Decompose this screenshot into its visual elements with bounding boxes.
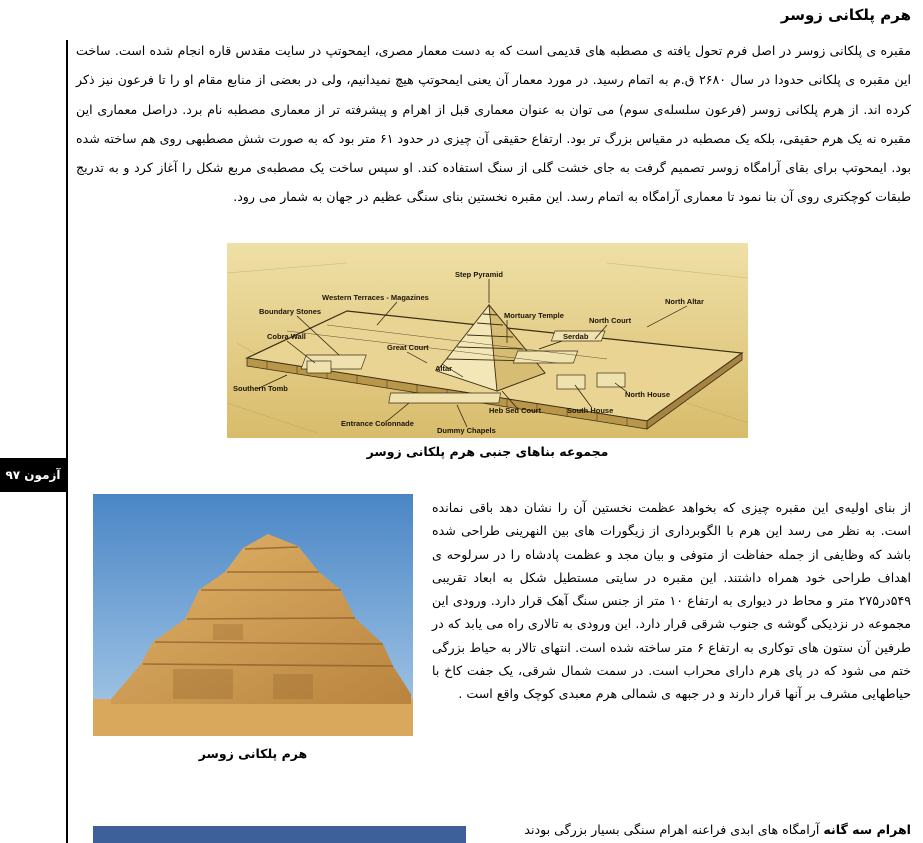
label-north-altar: North Altar: [665, 297, 704, 306]
step-pyramid-photo-drawing: [93, 494, 413, 736]
label-serdab: Serdab: [563, 332, 589, 341]
label-altar: Altar: [435, 364, 453, 373]
third-paragraph-heading: اهرام سه گانه: [823, 822, 911, 837]
step-pyramid-complex-drawing: [227, 243, 748, 438]
label-heb-sed-court: Heb Sed Court: [489, 406, 542, 415]
label-dummy-chapels: Dummy Chapels: [437, 426, 496, 435]
complex-illustration: [227, 243, 748, 438]
label-step-pyramid: Step Pyramid: [455, 270, 503, 279]
section-title: هرم پلکانی زوسر: [780, 6, 911, 24]
exam-tab: آزمون ۹۷: [0, 458, 66, 492]
figure1-caption: مجموعه بناهای جنبی هرم پلکانی زوسر: [366, 444, 609, 459]
next-image-top: [93, 826, 466, 843]
label-entrance-colonnade: Entrance Colonnade: [341, 419, 414, 428]
third-paragraph: [470, 822, 911, 837]
step-pyramid-photo: [93, 494, 413, 736]
label-south-house: South House: [567, 406, 614, 415]
label-southern-tomb: Southern Tomb: [233, 384, 288, 393]
label-great-court: Great Court: [387, 343, 429, 352]
intro-paragraph: مقبره ی پلکانی زوسر در اصل فرم تحول یافته ی مصطبه های قدیمی است که به دست معمار مصری، ایمحوتپ در سایت مقدس قاره انجام شده است. ساخت این مقبره ی پلکانی حدودا در سال ۲۶۸۰ ق.م به اتمام رسید. در مورد معمار آن یعنی ایمحوتپ هیچ نمیدانیم، ولی در بعضی از منابع مقام او را تا فرعون نیز ذکر کرده اند. از هرم پلکانی زوسر (فرعون سلسله‌ی سوم) می توان به عنوان معماری قبل از اهرام و پیشرفته تر از معماری مصطبه نام برد. دراصل معماری این مقبره نه یک هرم حقیقی، بلکه یک مصطبه در مقیاس بزرگ تر بود. ارتفاع حقیقی آن چیزی در حدود ۶۱ متر بود که به صورت شش مصطبهی روی هم ساخته شده بود. ایمحوتپ برای بقای آرامگاه زوسر تصمیم گرفت به جای خشت گلی از سنگ استفاده کند. او سپس ساخت یک مصطبه‌ی مربع شکل را آغاز کرد و به تدریج طبقات کوچکتری روی آن بنا نمود تا معماری آرامگاه به اتمام رسد. این مقبره نخستین بنای سنگی عظیم در جهان به شمار می رود.: [76, 43, 911, 205]
second-paragraph: از بنای اولیه‌ی این مقبره چیزی که بخواهد عظمت نخستین آن را نشان دهد باقی نمانده است. به نظر می رسد این هرم با الگوبرداری از زیگورات های بین النهرینی طراحی شده باشد که وظایفی از جمله حفاظت از متوفی و بیان مجد و عظمت پادشاه را در سرلوحه ی اهداف طراحی خود همراه داشتند. این مقبره در سایتی مستطیل شکل به ابعاد تقریبی ۵۴۹در۲۷۵ متر و محاط در دیواری به ارتفاع ۱۰ متر از جنس سنگ آهک قرار دارد. ورودی این مجموعه در نزدیکی گوشه ی جنوب شرقی قرار دارد. این ورودی به تالاری راه می یابد که در طرفین آن ستون های توکاری به ارتفاع ۶ متر ساخته شده است. انتهای تالار به حیاط بزرگی ختم می شود که در پای هرم دارای محراب است. در سمت شمال شرقی، یک جفت کاخ با حیاطهایی مشرف بر آنها قرار دارند و در جبهه ی شمالی هرم معبدی کوچک واقع است .: [432, 500, 911, 702]
label-mortuary-temple: Mortuary Temple: [504, 311, 564, 320]
label-western-terraces: Western Terraces - Magazines: [322, 293, 429, 302]
figure2-caption: هرم پلکانی زوسر: [198, 746, 308, 761]
page-margin-rule: [66, 40, 68, 843]
third-paragraph-text: آرامگاه های ابدی فراعنه اهرام سنگی بسیار بزرگی بودند: [524, 822, 820, 837]
label-boundary-stones: Boundary Stones: [259, 307, 322, 316]
label-north-house: North House: [625, 390, 670, 399]
label-cobra-wall: Cobra Wall: [267, 332, 306, 341]
label-north-court: North Court: [589, 316, 632, 325]
